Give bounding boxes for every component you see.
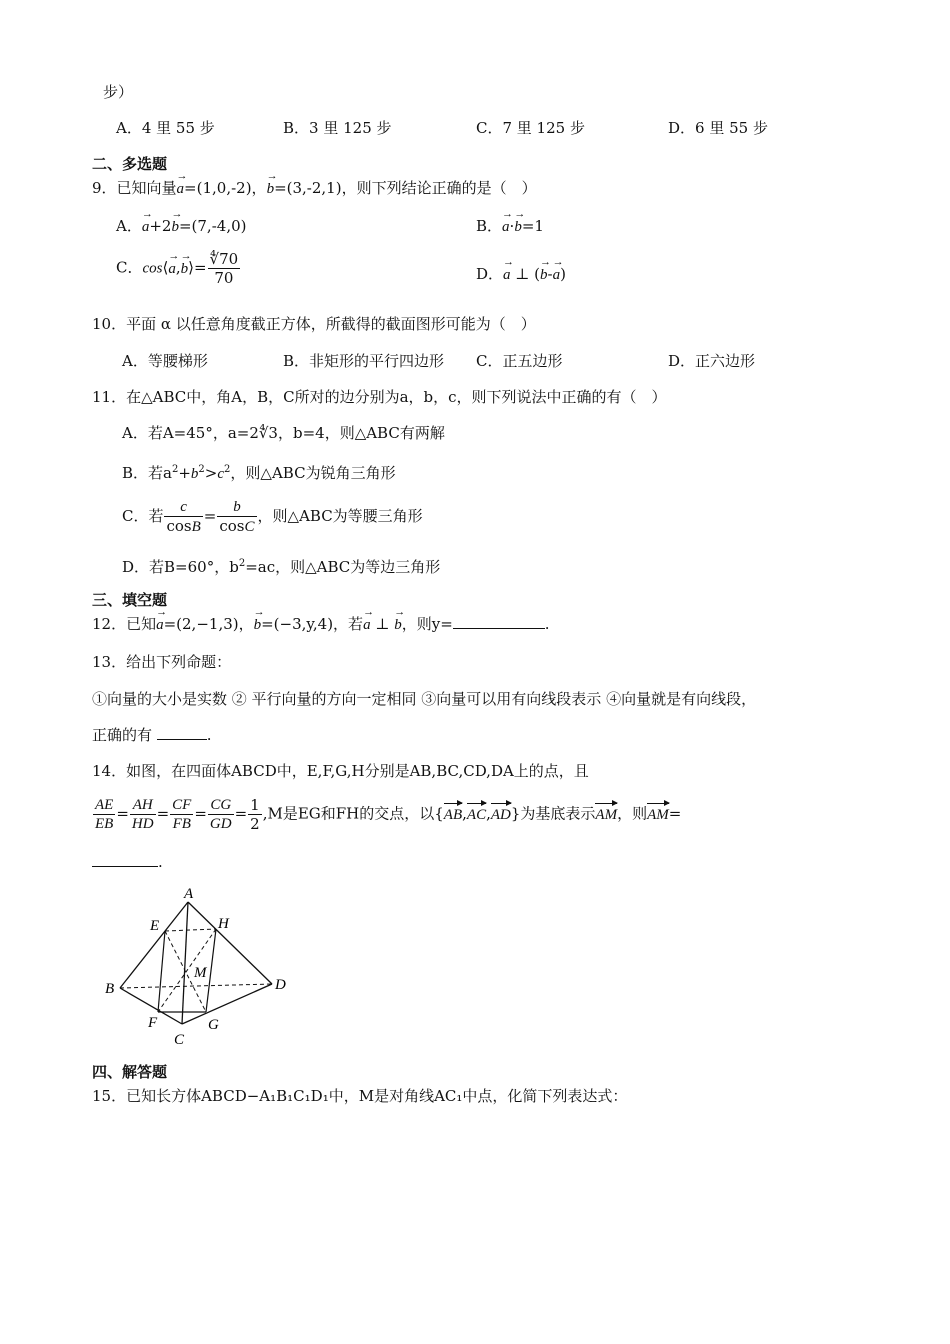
vector-b: → b — [267, 179, 275, 199]
label-E: E — [150, 918, 160, 934]
vector-a: → a — [177, 179, 185, 199]
q9-option-a: A．→ a+2→ b=(7,-4,0) — [116, 216, 246, 237]
q9-option-b: B．→ a·→ b=1 — [476, 216, 544, 237]
q15-stem: 15．已知长方体ABCD−A₁B₁C₁D₁中，M是对角线AC₁中点，化简下列表达式： — [92, 1087, 628, 1105]
section-fill-blank: 三、填空题 — [92, 591, 168, 609]
q12-answer-blank[interactable] — [453, 628, 545, 629]
label-C: C — [174, 1032, 185, 1048]
label-G: G — [208, 1017, 219, 1033]
q11-option-c: C．若 $\frac{c}{\cos B}$ = $\frac{b}{\cos C}$ ，则△ABC为等腰三角形 — [122, 499, 423, 535]
q14-answer-blank[interactable] — [92, 866, 158, 867]
q9-b-value: =(3,-2,1)， — [274, 179, 357, 197]
q10-option-b: B．非矩形的平行四边形 — [283, 352, 445, 370]
q10-stem: 10．平面 α 以任意角度截正方体，所截得的截面图形可能为（ ） — [92, 315, 536, 333]
q9-a-value: =(1,0,-2)， — [184, 179, 267, 197]
q8-option-a: A．4 里 55 步 — [116, 119, 215, 137]
q8-option-d: D．6 里 55 步 — [668, 119, 768, 137]
q11-option-d: D．若B=60°，$b^2=ac$，则△ABC为等边三角形 — [122, 558, 441, 576]
q13-answer-blank[interactable] — [157, 739, 207, 740]
q10-option-c: C．正五边形 — [476, 352, 563, 370]
section-answer: 四、解答题 — [92, 1063, 168, 1081]
label-H: H — [218, 916, 229, 932]
q9-stem — [92, 178, 537, 199]
q11-option-a: A．若A=45°，a=2∜3，b=4，则△ABC有两解 — [122, 424, 445, 442]
label-M: M — [194, 965, 207, 981]
q14-answer-line: . — [92, 852, 163, 872]
q8-tail: 步） — [103, 83, 134, 101]
q12-stem: 12．已知→ a=(2,−1,3)，→ b=(−3,y,4)，若→ a ⊥ → b，则y= . — [92, 614, 550, 635]
label-F: F — [148, 1015, 158, 1031]
q10-option-a: A．等腰梯形 — [122, 352, 208, 370]
q9-option-c: C．cos⟨→ a,→ b⟩= $\frac{∜70}{70}$ — [116, 250, 241, 287]
q14-line1: 14．如图，在四面体ABCD中，E,F,G,H分别是AB,BC,CD,DA上的点，且 — [92, 762, 589, 780]
q13-line2: 正确的有 . — [92, 726, 212, 744]
q10-option-d: D．正六边形 — [668, 352, 756, 370]
q8-option-c: C．7 里 125 步 — [476, 119, 585, 137]
label-A: A — [184, 886, 194, 902]
tetrahedron-figure — [100, 884, 300, 1049]
label-B: B — [105, 981, 115, 997]
q9-c-fraction: $\frac{∜70}{70}$ — [209, 250, 239, 287]
q11-stem: 11．在△ABC中，角A，B，C所对的边分别为a，b，c，则下列说法中正确的有（ ） — [92, 388, 667, 406]
q11-option-b: B．若$a^2+b^2>c^2$，则△ABC为锐角三角形 — [122, 464, 396, 482]
q9-prefix: 9．已知向量 — [92, 179, 177, 197]
label-D: D — [275, 977, 286, 993]
q13-line1: ①向量的大小是实数 ② 平行向量的方向一定相同 ③向量可以用有向线段表示 ④向量就是有向线段， — [92, 690, 757, 708]
q9-option-d: D．→ a ⊥ (→ b-→ a) — [476, 264, 566, 285]
q14-line2: $\frac{AE}{EB}$ = $\frac{AH}{HD}$ = $\frac{CF}{FB}$ = $\frac{CG}{GD}$ = $\frac{1}{2}$ ,M是EG和FH的交点，以{AB,AC,AD}为基底表示AM，则AM= — [95, 796, 682, 833]
q9-suffix: 则下列结论正确的是（ ） — [356, 179, 537, 197]
q13-stem: 13．给出下列命题： — [92, 653, 232, 671]
section-multi-choice: 二、多选题 — [92, 155, 168, 173]
q8-option-b: B．3 里 125 步 — [283, 119, 392, 137]
